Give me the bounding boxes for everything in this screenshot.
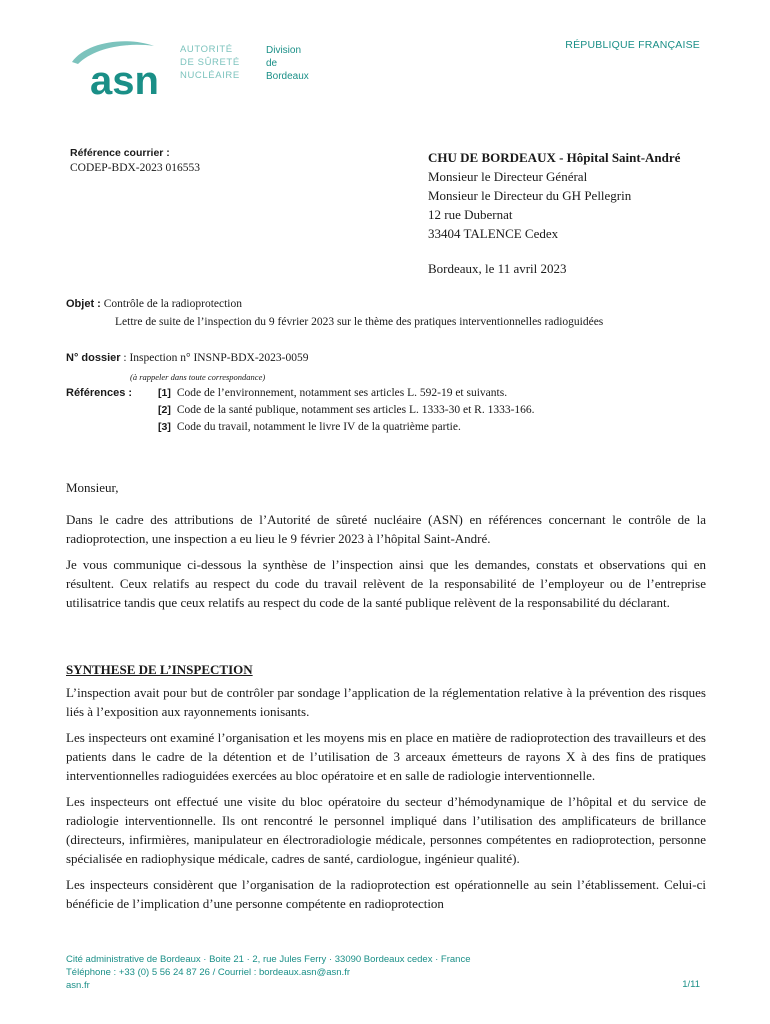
reference-block (70, 146, 200, 176)
logo-line-2: DE SÛRETÉ (180, 57, 240, 68)
address-line: 33404 TALENCE Cedex (428, 226, 559, 241)
reference-label: Référence courrier : (70, 147, 170, 159)
references-label: Références : (66, 387, 133, 399)
reference-num: [2] (158, 404, 171, 416)
logo-line-3: NUCLÉAIRE (180, 70, 240, 81)
objet-value: Contrôle de la radioprotection (103, 298, 242, 310)
footer-address: Cité administrative de Bordeaux · Boite 21 · 2, rue Jules Ferry · 33090 Bordeaux cedex · France (66, 954, 471, 965)
logo-text: asn (90, 59, 159, 103)
paragraph: Les inspecteurs ont examiné l’organisation et les moyens mis en place en matière de radioprotection des travailleurs et des patients dans le cadre de la détention et de l’utilisation de 3 arceaux émetteurs de rayons X à des fins de pratiques interventionnelles radioguidées exercées au bloc opératoire et en salle de radiologie interventionnelle. (66, 730, 706, 783)
dossier-line (66, 350, 308, 366)
reference-item (66, 385, 535, 402)
republique-francaise: RÉPUBLIQUE FRANÇAISE (565, 39, 700, 51)
reference-text: Code du travail, notamment le livre IV de la quatrième partie. (176, 421, 461, 433)
division-line-2: de Bordeaux (266, 58, 309, 82)
reference-text: Code de la santé publique, notamment ses articles L. 1333-30 et R. 1333-166. (176, 404, 535, 416)
reference-item (66, 419, 535, 436)
reference-value: CODEP-BDX-2023 016553 (70, 162, 201, 174)
paragraph: Les inspecteurs considèrent que l’organisation de la radioprotection est opérationnelle au sein l’établissement. Celui-ci bénéficie de l’implication d’une personne compétente en radioprotection (66, 877, 706, 911)
reference-text: Code de l’environnement, notamment ses articles L. 592-19 et suivants. (176, 387, 508, 399)
division-line-1: Division (266, 45, 302, 56)
asn-logo-mark (66, 38, 176, 108)
reference-num: [3] (158, 421, 171, 433)
objet-label: Objet : (66, 298, 101, 310)
reference-item (66, 402, 535, 419)
dossier-value: : Inspection n° INSNP-BDX-2023-0059 (123, 352, 309, 364)
address-line: 12 rue Dubernat (428, 207, 513, 222)
salutation: Monsieur, (66, 480, 119, 495)
intro-section (66, 510, 706, 619)
asn-logo (66, 38, 309, 108)
footer-website-link[interactable]: asn.fr (66, 980, 90, 991)
reference-num: [1] (158, 387, 171, 399)
paragraph: Je vous communique ci-dessous la synthèse de l’inspection ainsi que les demandes, constats et observations qui en résultent. Ceux relatifs au respect du code du travail relèvent de la responsabilité de l’employeur ou de l’entreprise utilisatrice tandis que ceux relatifs au respect du code de la santé publique relèvent de la responsabilité du déclarant. (66, 557, 706, 610)
address-line: Monsieur le Directeur Général (428, 169, 588, 184)
logo-line-1: AUTORITÉ (180, 44, 233, 55)
dossier-note: (à rappeler dans toute correspondance) (130, 372, 266, 382)
recipient-address (428, 148, 680, 243)
paragraph: L’inspection avait pour but de contrôler par sondage l’application de la réglementation relative à la prévention des risques liés à l’exposition aux rayonnements ionisants. (66, 685, 706, 719)
objet-line (66, 296, 242, 312)
section-title: SYNTHESE DE L’INSPECTION (66, 662, 253, 677)
paragraph: Les inspecteurs ont effectué une visite du bloc opératoire du secteur d’hémodynamique de l’hôpital et du service de radiologie interventionnelle. Ils ont rencontré le personnel impliqué dans l’utilisation des amplificateurs de brillance (directeurs, infirmières, manipulateur en électroradiologie médicale, personnes compétentes en radioprotection, personne spécialisée en radiophysique médicale, cadres de santé, cardiologue, ingénieur qualité). (66, 794, 706, 866)
footer-contact: Téléphone : +33 (0) 5 56 24 87 26 / Courriel : bordeaux.asn@asn.fr (66, 967, 350, 978)
letter-date: Bordeaux, le 11 avril 2023 (428, 261, 567, 276)
references-block (66, 385, 535, 436)
recipient-name: CHU DE BORDEAUX - Hôpital Saint-André (428, 150, 681, 165)
page-number: 1/11 (682, 979, 700, 990)
address-line: Monsieur le Directeur du GH Pellegrin (428, 188, 632, 203)
paragraph: Dans le cadre des attributions de l’Autorité de sûreté nucléaire (ASN) en références concernant le contrôle de la radioprotection, une inspection a eu lieu le 9 février 2023 à l’hôpital Saint-André. (66, 512, 706, 546)
synthese-section (66, 683, 706, 920)
footer (66, 953, 706, 992)
objet-detail: Lettre de suite de l’inspection du 9 février 2023 sur le thème des pratiques interventionnelles radioguidées (115, 316, 604, 328)
dossier-label: N° dossier (66, 352, 121, 364)
